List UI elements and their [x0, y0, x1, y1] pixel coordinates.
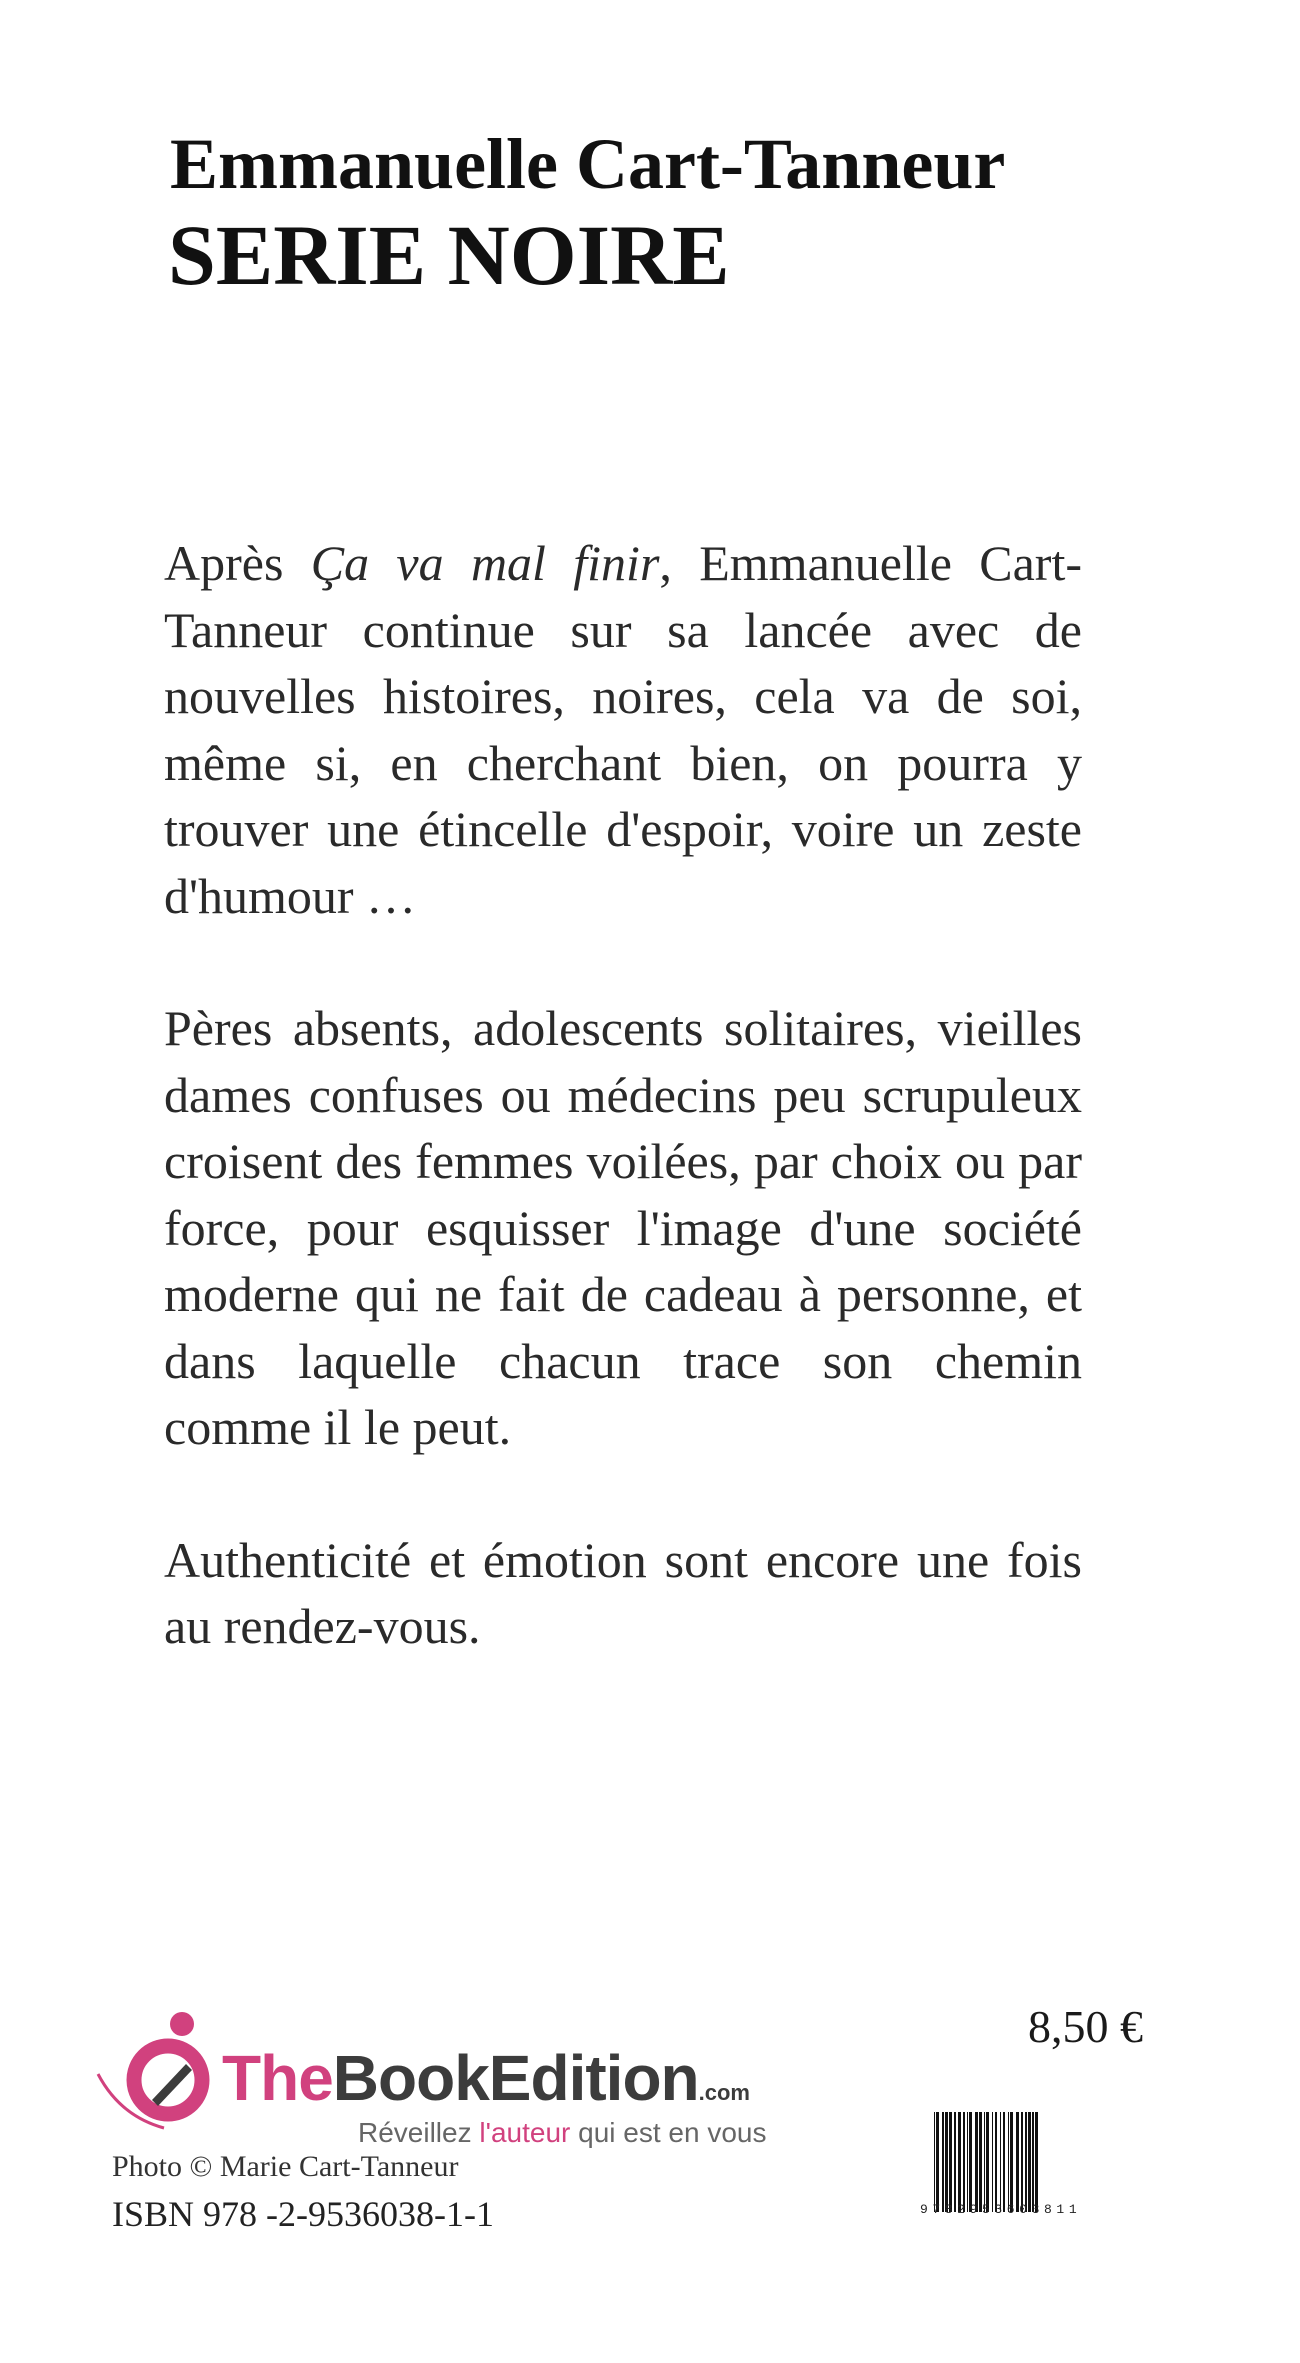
- price: 8,50 €: [1028, 2001, 1143, 2052]
- barcode-bar: [995, 2112, 997, 2212]
- barcode-bar: [1032, 2112, 1034, 2212]
- wordmark-com: .com: [698, 2080, 750, 2105]
- blurb-text: Après: [164, 535, 311, 591]
- wordmark-the: The: [222, 2042, 333, 2114]
- barcode-bar: [936, 2112, 939, 2212]
- barcode-bar: [1003, 2112, 1005, 2212]
- barcode-bar: [984, 2112, 985, 2212]
- barcode-bar: [1035, 2112, 1038, 2212]
- barcode-bar: [1008, 2112, 1009, 2212]
- barcode-bar: [934, 2112, 935, 2212]
- barcode-bar: [954, 2112, 956, 2212]
- wordmark-bookedition: BookEdition: [332, 2042, 699, 2114]
- barcode-bar: [945, 2112, 948, 2212]
- barcode-bar: [969, 2112, 972, 2212]
- barcode-bar: [942, 2112, 944, 2212]
- cited-title: Ça va mal finir: [310, 535, 660, 591]
- barcode-bar: [979, 2112, 982, 2212]
- publisher-wordmark: [222, 2042, 750, 2114]
- book-title: SERIE NOIRE: [168, 207, 730, 303]
- barcode-bar: [1025, 2112, 1027, 2212]
- barcode-bar: [1010, 2112, 1013, 2212]
- barcode-bar: [1000, 2112, 1001, 2212]
- barcode-bar: [963, 2112, 965, 2212]
- author-name: Emmanuelle Cart-Tanneur: [170, 124, 1006, 204]
- tagline-text: Réveillez: [358, 2117, 480, 2148]
- barcode-bar: [986, 2112, 989, 2212]
- barcode-bar: [992, 2112, 993, 2212]
- blurb: [164, 530, 1082, 1660]
- blurb-paragraph-2: Pères absents, adolescents solitaires, vieilles dames confuses ou médecins peu scrupuleux croisent des femmes voilées, par choix ou par force, pour esquisser l'image d'une société moderne qui ne fait de cadeau à personne, et dans laquelle chacun trace son chemin comme il le peut.: [164, 1000, 1082, 1455]
- barcode-bar: [958, 2112, 961, 2212]
- photo-credit: Photo © Marie Cart-Tanneur: [112, 2150, 459, 2183]
- barcode: [932, 2112, 1132, 2214]
- barcode-bar: [1016, 2112, 1019, 2212]
- blurb-paragraph-1: [164, 530, 1082, 929]
- barcode-digits: 9782953603811: [920, 2202, 1082, 2217]
- publisher-tagline: [358, 2117, 766, 2149]
- barcode-bar: [1021, 2112, 1023, 2212]
- blurb-text: , Emmanuelle Cart-Tanneur continue sur sa lancée avec de nouvelles histoires, noires, cela va de soi, même si, en cherchant bien, on pourra y trouver une étincelle d'espoir, voire un zeste d'humour …: [164, 535, 1082, 924]
- publisher-logo: [94, 2004, 894, 2154]
- blurb-paragraph-3: Authenticité et émotion sont encore une fois au rendez-vous.: [164, 1531, 1082, 1654]
- person-circle-logo-icon: [94, 2004, 224, 2134]
- tagline-text: qui est en vous: [570, 2117, 767, 2148]
- barcode-bar: [1028, 2112, 1031, 2212]
- tagline-accent: l'auteur: [479, 2117, 571, 2148]
- barcode-bar: [975, 2112, 978, 2212]
- barcode-bar: [967, 2112, 968, 2212]
- isbn: ISBN 978 -2-9536038-1-1: [112, 2194, 494, 2234]
- barcode-bar: [949, 2112, 952, 2212]
